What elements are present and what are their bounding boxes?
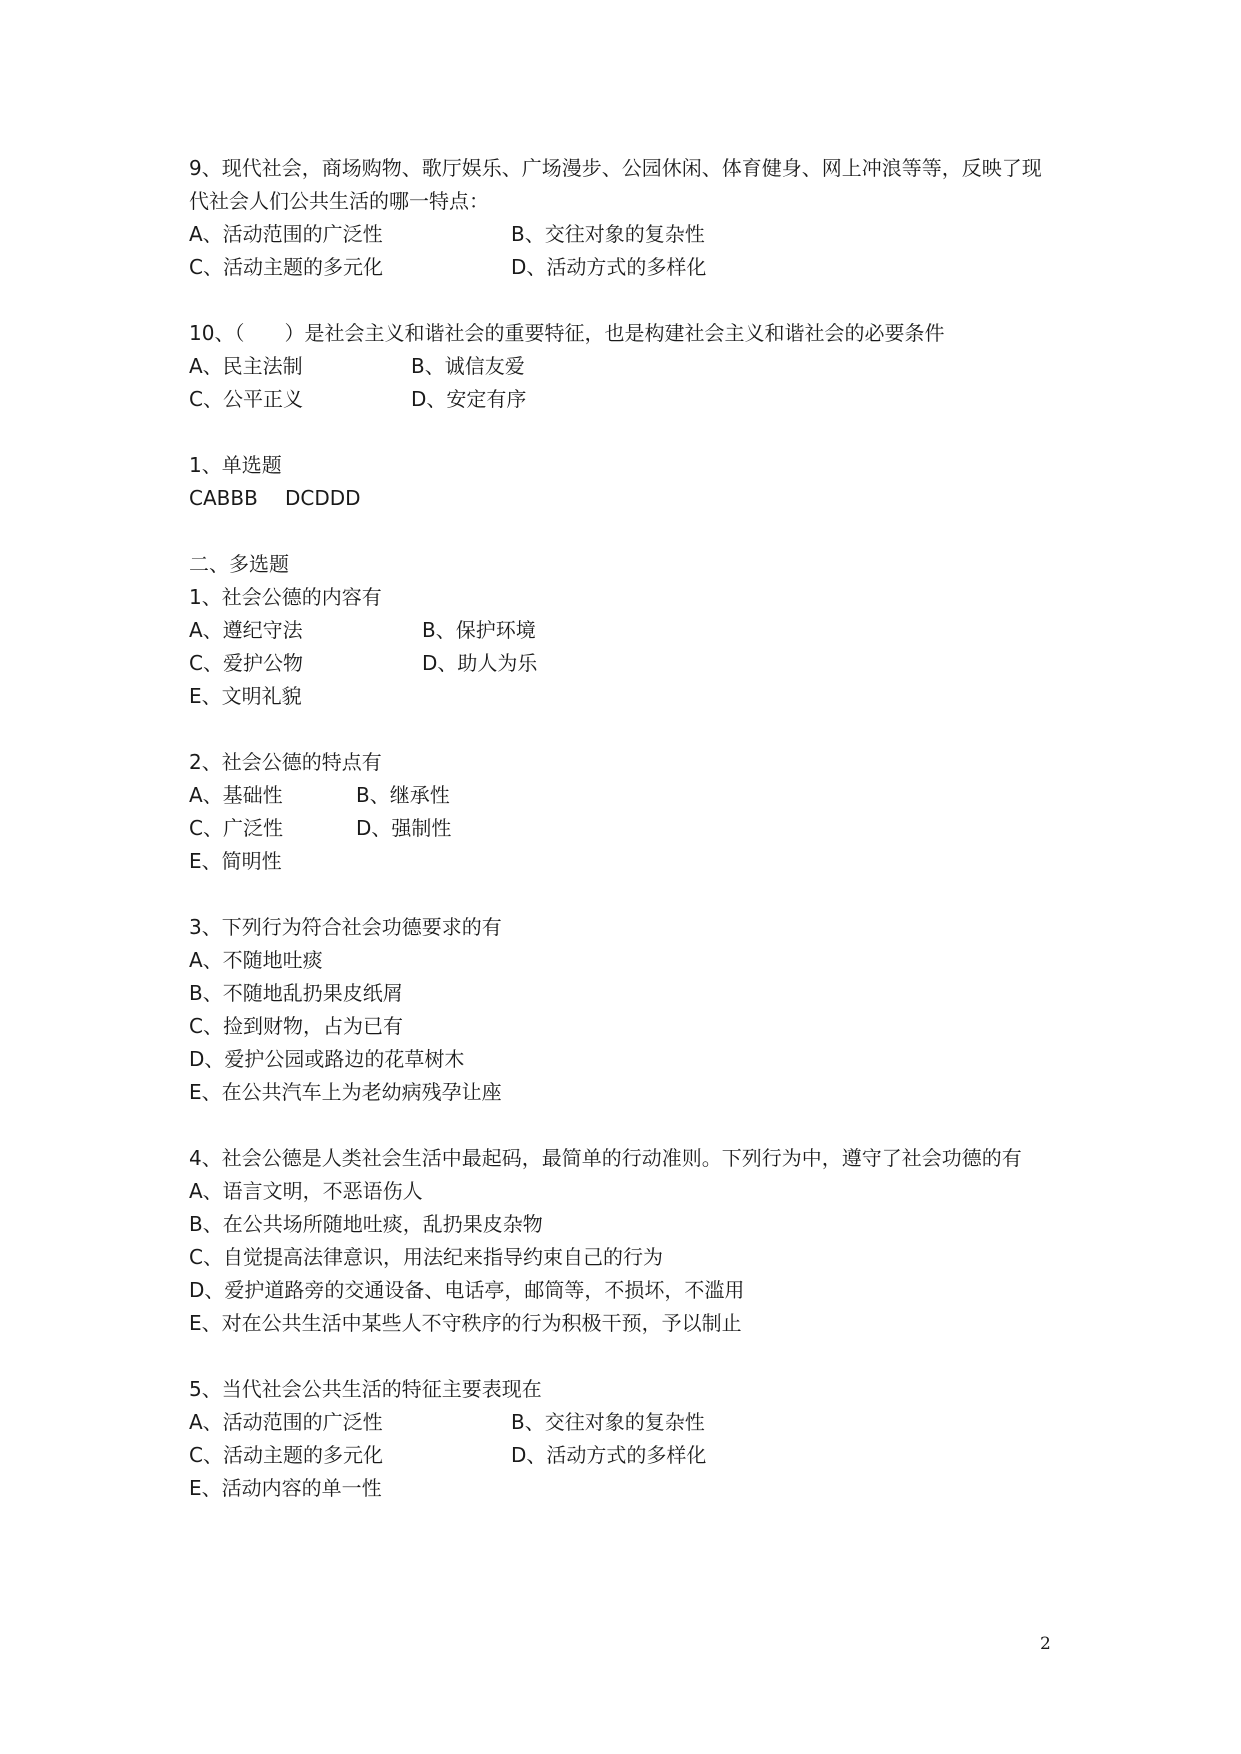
m2-option-a: A、基础性 bbox=[189, 783, 283, 807]
m4-option-e: E、对在公共生活中某些人不守秩序的行为积极干预，予以制止 bbox=[189, 1311, 742, 1335]
m4-option-a: A、语言文明，不恶语伤人 bbox=[189, 1179, 423, 1203]
m3-option-b: B、不随地乱扔果皮纸屑 bbox=[189, 981, 403, 1005]
q10-option-c: C、公平正义 bbox=[189, 387, 303, 411]
q9-option-c: C、活动主题的多元化 bbox=[189, 255, 383, 279]
m3-option-e: E、在公共汽车上为老幼病残孕让座 bbox=[189, 1080, 502, 1104]
m1-option-e: E、文明礼貌 bbox=[189, 684, 302, 708]
m1-option-d: D、助人为乐 bbox=[422, 651, 538, 675]
m2-options-row-1 bbox=[189, 779, 1059, 812]
q10-options-row-1 bbox=[189, 350, 1059, 383]
page-number: 2 bbox=[1040, 1634, 1051, 1654]
m2-options-row-2 bbox=[189, 812, 1059, 845]
m5-option-e: E、活动内容的单一性 bbox=[189, 1476, 382, 1500]
page-content bbox=[189, 152, 1059, 1505]
q9-option-b: B、交往对象的复杂性 bbox=[511, 222, 705, 246]
q10-options-row-2 bbox=[189, 383, 1059, 416]
m3-stem: 3、下列行为符合社会功德要求的有 bbox=[189, 915, 502, 939]
q10-option-b: B、诚信友爱 bbox=[411, 354, 525, 378]
m1-option-c: C、爱护公物 bbox=[189, 651, 303, 675]
q10-stem: 10、（ ）是社会主义和谐社会的重要特征，也是构建社会主义和谐社会的必要条件 bbox=[189, 321, 945, 345]
m1-option-a: A、遵纪守法 bbox=[189, 618, 303, 642]
answers-row bbox=[189, 482, 1059, 515]
q9-stem: 9、现代社会，商场购物、歌厅娱乐、广场漫步、公园休闲、体育健身、网上冲浪等等，反映了现代社会人们公共生活的哪一特点： bbox=[189, 156, 1042, 213]
m1-options-row-2 bbox=[189, 647, 1059, 680]
q9-options-row-2 bbox=[189, 251, 1059, 284]
q9-options-row-1 bbox=[189, 218, 1059, 251]
q10-option-d: D、安定有序 bbox=[411, 387, 527, 411]
m2-option-b: B、继承性 bbox=[356, 783, 450, 807]
m4-option-b: B、在公共场所随地吐痰，乱扔果皮杂物 bbox=[189, 1212, 543, 1236]
m1-options-row-1 bbox=[189, 614, 1059, 647]
q9-option-a: A、活动范围的广泛性 bbox=[189, 222, 383, 246]
m5-stem: 5、当代社会公共生活的特征主要表现在 bbox=[189, 1377, 542, 1401]
section-2-title: 二、多选题 bbox=[189, 552, 289, 576]
answers-group-1: CABBB bbox=[189, 486, 258, 510]
m2-option-e: E、简明性 bbox=[189, 849, 282, 873]
q9-option-d: D、活动方式的多样化 bbox=[511, 255, 707, 279]
m5-options-row-1 bbox=[189, 1406, 1059, 1439]
q10-option-a: A、民主法制 bbox=[189, 354, 303, 378]
m5-option-c: C、活动主题的多元化 bbox=[189, 1443, 383, 1467]
m2-option-d: D、强制性 bbox=[356, 816, 452, 840]
m1-stem: 1、社会公德的内容有 bbox=[189, 585, 382, 609]
m5-options-row-2 bbox=[189, 1439, 1059, 1472]
m5-option-a: A、活动范围的广泛性 bbox=[189, 1410, 383, 1434]
m3-option-a: A、不随地吐痰 bbox=[189, 948, 323, 972]
m5-option-d: D、活动方式的多样化 bbox=[511, 1443, 707, 1467]
m4-option-d: D、爱护道路旁的交通设备、电话亭，邮筒等，不损坏，不滥用 bbox=[189, 1278, 745, 1302]
m2-option-c: C、广泛性 bbox=[189, 816, 283, 840]
m4-stem: 4、社会公德是人类社会生活中最起码，最简单的行动准则。下列行为中，遵守了社会功德的有 bbox=[189, 1146, 1022, 1170]
answers-group-2: DCDDD bbox=[285, 486, 361, 510]
m3-option-c: C、捡到财物，占为已有 bbox=[189, 1014, 403, 1038]
m5-option-b: B、交往对象的复杂性 bbox=[511, 1410, 705, 1434]
m1-option-b: B、保护环境 bbox=[422, 618, 536, 642]
m3-option-d: D、爱护公园或路边的花草树木 bbox=[189, 1047, 465, 1071]
answers-heading: 1、单选题 bbox=[189, 453, 282, 477]
m4-option-c: C、自觉提高法律意识，用法纪来指导约束自己的行为 bbox=[189, 1245, 663, 1269]
m2-stem: 2、社会公德的特点有 bbox=[189, 750, 382, 774]
